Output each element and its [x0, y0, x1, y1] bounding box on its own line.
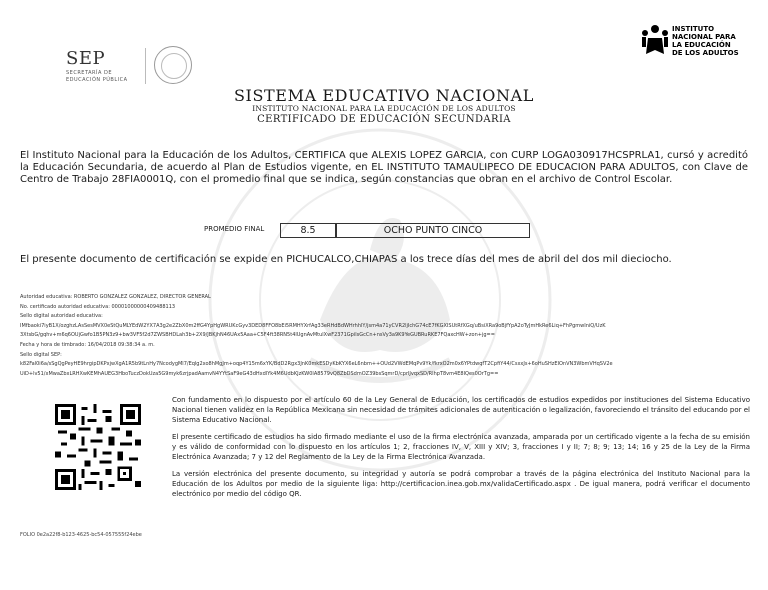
seal-label: Sello digital autoridad educativa:	[20, 313, 103, 320]
seal-line: IMfbaoki7iyB1X/ozghzLAsSesMVX0eStQuMLYEdW2YX7A3g2e2ZbX0m2ffG4YpHgWRUKcGyv3DED8FFO8bEi5RMHYXrfAg33eRHdBdWHrhhlY/jsm4a71yCVR2ljIchG74cE7fKGXISUtRfXGq/uBsiXRa9oBjfYpA2oTyJmHkRe6Liq+FhPgmwIniQ/UzK	[20, 322, 606, 329]
sep-subtitle: SECRETARÍA DE EDUCACIÓN PÚBLICA	[66, 70, 128, 83]
sep-seal-label: Sello digital SEP:	[20, 351, 62, 358]
legal-paragraph: La versión electrónica del presente documento, su integridad y autoría se podrá comprobar a través de la página electrónica del Instituto Nacional para la Educación de los Adultos por medio de la siguiente liga: http://certificacion.inea.gob.mx/validaCertificado.aspx . De igual manera, podrá verificar el documento electrónico por medio del código QR.	[172, 470, 750, 498]
authority-line: Autoridad educativa: ROBERTO GONZALEZ GONZALEZ, DIRECTOR GENERAL	[20, 294, 211, 300]
institute-title: INSTITUTO NACIONAL PARA LA EDUCACIÓN DE LOS ADULTOS	[252, 104, 516, 113]
expedition-statement: El presente documento de certificación se expide en PICHUCALCO,CHIAPAS a los trece días del mes de abril del dos mil dieciocho.	[20, 254, 672, 265]
qr-code	[54, 404, 142, 490]
sep-seal-icon	[154, 46, 192, 84]
folio: FOLIO 0e2a22f8-b123-4625-bc54-057555f24ebe	[20, 532, 142, 538]
sep-acronym: SEP	[66, 48, 106, 69]
seal-line: 3XtsbG/gqhv+m6q6OUjGwfo1B5PN3z9+bw3VF5f2d7ZWSBHDLah3b+2X9/JBKjhN46UAx5Aaa+C5F4ft38RN5t4lUgnAvMtulXwF2371GpilsGcCn+nsVy3a9K9YeGUBRuRKE7FQaxcHW+zon+jg==	[20, 332, 495, 339]
average-value: 8.5	[280, 223, 336, 238]
sep-seal-line: UiD+lv51/xMwaZbxLRHXwKEMhAUEG3HboTuczDokUza5G9myk6zrjpadAamvN4YYtSaF9eG43dHxdlYk4M6UdbKJzKW0lA8579vQ8ZbDSdmOZ39bsSqmrD/cprlJvqxSD/RIhpT8vm4E8IQes0OrTg==	[20, 370, 499, 377]
inea-name-line: INSTITUTO	[672, 25, 715, 33]
digital-signature-block	[20, 293, 748, 379]
timestamp: Fecha y hora de timbrado: 16/04/2018 09:38:34 a. m.	[20, 341, 155, 348]
inea-logo	[640, 22, 750, 68]
sep-seal-line: k82Fal0i6a/sSgQgPeyHE9hrgipDKPxjwXgA1R5b9tLnHy7NcodygMl7/Eqlg2xo8hMgJm+oqp4Y15m6xYK/BdD2Rgx3JnK0mkESDyKbKYX6eL6nbm++OUd2VWdEMqPv9Yk/fkrxO2m0x6YPtdwqfT2CpfiY44/CsxxJs+6oHuSHzEIOnVN3WbmVHqSV2e	[20, 361, 613, 368]
inea-name	[672, 25, 739, 57]
certification-paragraph: El Instituto Nacional para la Educación de los Adultos, CERTIFICA que ALEXIS LOPEZ GARCIA, con CURP LOGA030917HCSPRLA1, cursó y acreditó la Educación Secundaria, de acuerdo al Plan de Estudios vigente, en EL INSTITUTO TAMAULIPECO DE EDUCACION PARA ADULTOS, con Clave de Centro de Trabajo 28FIA0001Q, con el promedio final que se indica, según constancias que obran en el archivo de Control Escolar.	[20, 150, 748, 185]
certificate-number: No. certificado autoridad educativa: 00001000000409488113	[20, 303, 176, 310]
inea-name-line: DE LOS ADULTOS	[672, 49, 739, 57]
legal-paragraph: Con fundamento en lo dispuesto por el artículo 60 de la Ley General de Educación, los certificados de estudios expedidos por instituciones del Sistema Educativo Nacional tienen validez en la República Mexicana sin necesidad de trámites adicionales de autenticación o legalización, favoreciendo el tránsito del educando por el Sistema Educativo Nacional.	[172, 396, 750, 424]
average-words: OCHO PUNTO CINCO	[336, 223, 530, 238]
sep-logo	[30, 22, 190, 83]
sep-divider	[145, 48, 146, 84]
certificate-title: CERTIFICADO DE EDUCACIÓN SECUNDARIA	[257, 114, 511, 125]
inea-emblem-icon	[640, 24, 670, 58]
main-title: SISTEMA EDUCATIVO NACIONAL	[233, 86, 534, 105]
inea-name-line: LA EDUCACIÓN	[672, 41, 731, 49]
average-label: PROMEDIO FINAL	[204, 225, 265, 233]
final-average-row	[0, 222, 768, 238]
legal-notes	[172, 395, 750, 506]
inea-name-line: NACIONAL PARA	[672, 33, 736, 41]
legal-paragraph: El presente certificado de estudios ha sido firmado mediante el uso de la firma electrónica avanzada, amparada por un certificado vigente a la fecha de su emisión y es válido de conformidad con lo dispuesto en los artículos 1; 2, fracciones IV, V, XIII y XIV; 3, fracciones I y II; 7; 8; 9; 13; 14; 16 y 25 de la Ley de la Firma Electrónica Avanzada; 7 y 12 del Reglamento de la Ley de la Firma Electrónica Avanzada.	[172, 433, 750, 461]
